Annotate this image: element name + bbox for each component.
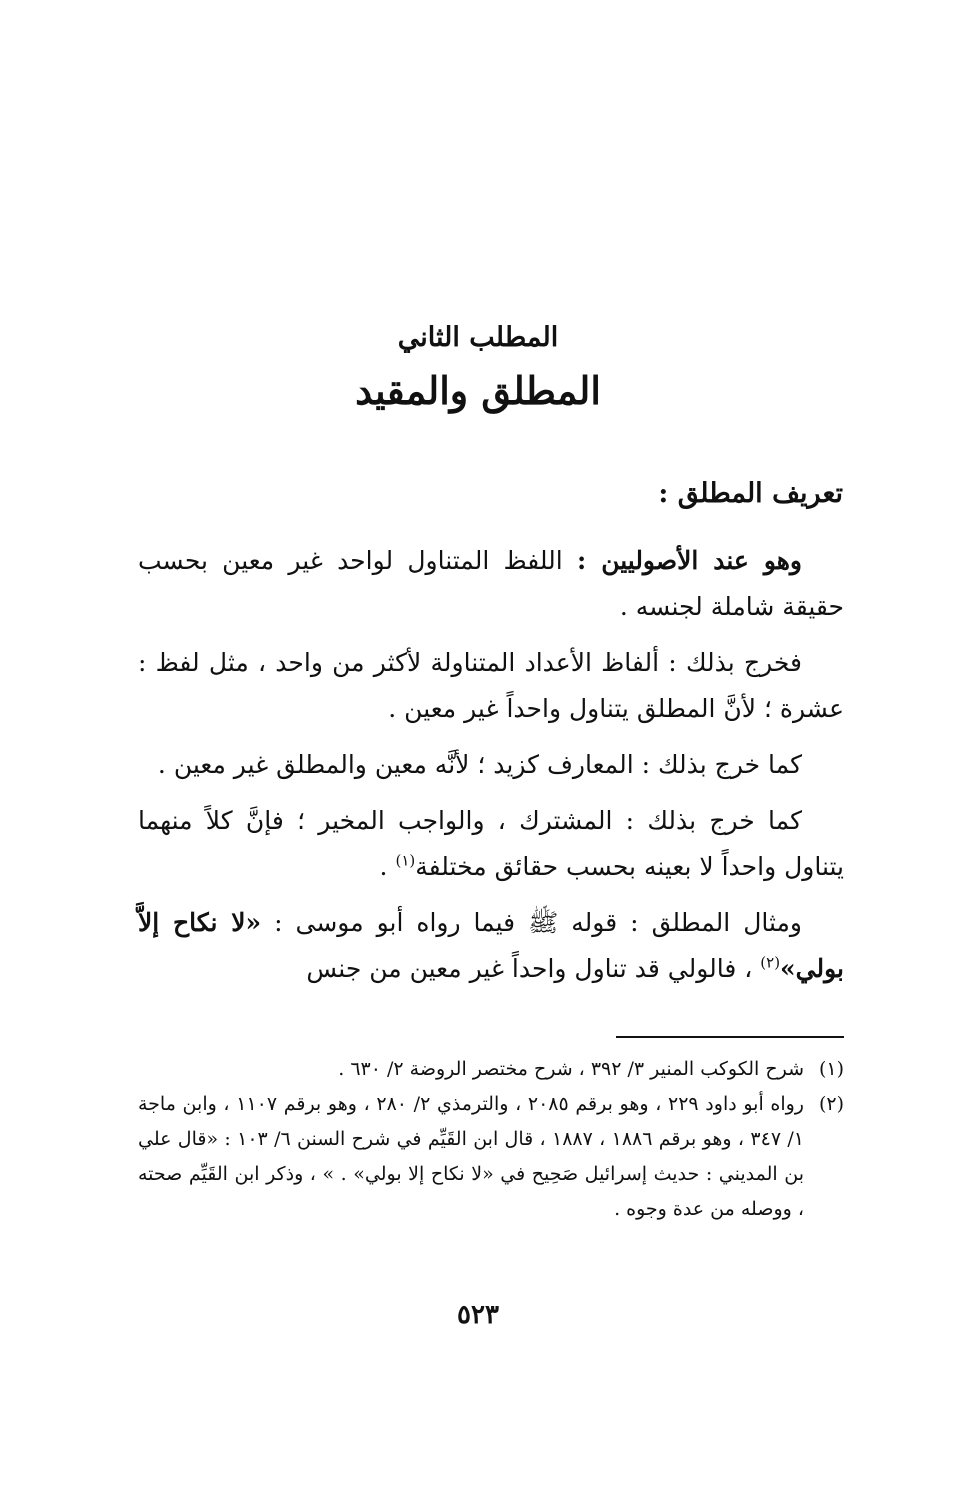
- definition-text: اللفظ المتناول لواحد غير معين بحسب حقيقة شاملة لجنسه .: [138, 546, 844, 621]
- footnote-1: [138, 1052, 844, 1087]
- footnote-ref-2[interactable]: (٢): [760, 953, 781, 972]
- footnotes: [138, 1052, 844, 1227]
- paragraph-exclusion-homonyms: [138, 798, 844, 890]
- section-title: المطلق والمقيد: [355, 368, 601, 413]
- hadith-quote: «لا نكاح إلاَّ بولي»: [138, 908, 844, 983]
- definition-subheading: تعريف المطلق :: [658, 478, 843, 509]
- paragraph-example: [138, 900, 844, 992]
- footnote-2: [138, 1087, 844, 1227]
- paragraph-exclusion-definites: كما خرج بذلك : المعارف كزيد ؛ لأنَّه معين والمطلق غير معين .: [157, 750, 802, 779]
- paragraph-definition: [138, 538, 844, 630]
- example-text: ، فالولي قد تناول واحداً غير معين من جنس: [306, 954, 761, 983]
- footnote-text: رواه أبو داود ٢٢٩ ، وهو برقم ٢٠٨٥ ، والترمذي ٢/ ٢٨٠ ، وهو برقم ١١٠٧ ، وابن ماجة ١/ ٣٤٧ ، وهو برقم ١٨٨٦ ، ١٨٨٧ ، قال ابن القَيِّم في شرح السنن ٦/ ١٠٣ : «قال علي بن المديني : حديث إسرائيل صَحِيح في «لا نكاح إلا بولي» . » ، وذكر ابن القَيِّم صحته ، ووصله من عدة وجوه .: [138, 1093, 804, 1220]
- footnote-number: (١): [818, 1058, 844, 1080]
- section-label: المطلب الثاني: [397, 322, 559, 353]
- footnote-text: شرح الكوكب المنير ٣/ ٣٩٢ ، شرح مختصر الروضة ٢/ ٦٣٠ .: [338, 1058, 804, 1080]
- main-text: [138, 538, 844, 992]
- homonyms-end: .: [379, 852, 396, 881]
- footnote-divider: [616, 1036, 844, 1038]
- page-number: ٥٢٣: [457, 1300, 499, 1330]
- footnote-number: (٢): [818, 1093, 844, 1115]
- footnote-ref-1[interactable]: (١): [395, 851, 416, 870]
- example-intro: ومثال المطلق : قوله ﷺ فيما رواه أبو موسى :: [261, 908, 802, 937]
- paragraph-exclusion-numbers: فخرج بذلك : ألفاظ الأعداد المتناولة لأكثر من واحد ، مثل لفظ : عشرة ؛ لأنَّ المطلق يتناول واحداً غير معين .: [138, 648, 844, 723]
- definition-term: وهو عند الأصوليين :: [576, 546, 802, 575]
- homonyms-text: كما خرج بذلك : المشترك ، والواجب المخير ؛ فإنَّ كلاً منهما يتناول واحداً لا بعينه بحسب حقائق مختلفة: [138, 806, 844, 881]
